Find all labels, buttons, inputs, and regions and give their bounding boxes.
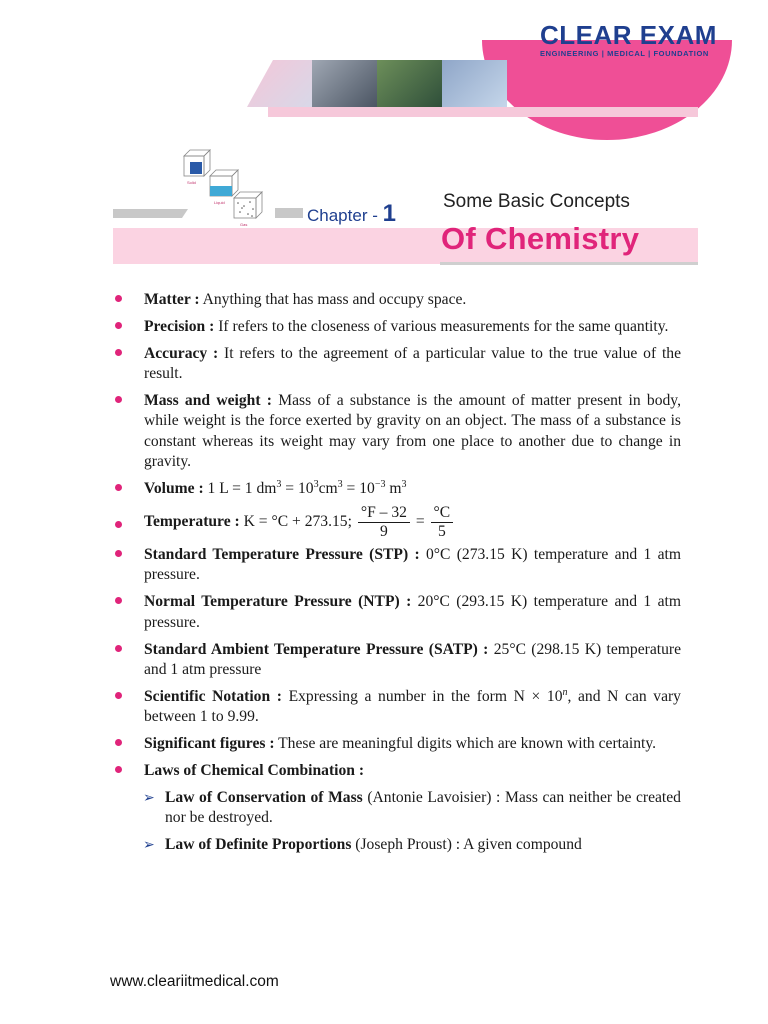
item-term: Temperature :	[144, 513, 240, 531]
gas-label: Gas	[240, 222, 248, 227]
item-text: K = °C + 273.15;	[239, 513, 352, 531]
bullet-icon	[115, 766, 122, 773]
list-item	[113, 391, 681, 473]
item-term: Law of Definite Proportions	[165, 836, 352, 854]
volume-text: cm	[318, 480, 338, 498]
sub-list-item	[113, 835, 681, 856]
header-photo-strip	[247, 60, 507, 107]
item-text: These are meaningful digits which are known with certainty.	[274, 735, 657, 753]
clear-exam-logo	[540, 22, 736, 58]
list-item-scientific-notation	[113, 687, 681, 728]
item-text: Anything that has mass and occupy space.	[199, 291, 467, 308]
bullet-icon	[115, 521, 122, 528]
equals-sign: =	[415, 513, 425, 531]
item-term: Matter :	[144, 291, 200, 308]
item-text: 25°C (298.15 K) temperature and 1 atm pressure	[144, 640, 681, 679]
fraction-numerator: °F – 32	[358, 504, 410, 523]
lab-image	[442, 60, 507, 107]
bullet-icon	[115, 484, 122, 491]
list-item	[113, 640, 681, 681]
logo-subtitle: ENGINEERING | MEDICAL | FOUNDATION	[540, 49, 709, 58]
item-term: Laws of Chemical Combination :	[144, 761, 365, 779]
chapter-band-shadow	[440, 262, 698, 265]
item-text: It refers to the agreement of a particular value to the true value of the result.	[144, 344, 681, 383]
bullet-icon	[115, 396, 122, 403]
list-item	[113, 290, 681, 311]
fraction-denominator: 9	[379, 522, 388, 540]
bullet-icon	[115, 692, 122, 699]
grey-strip-right	[275, 208, 303, 218]
bullet-icon	[115, 349, 122, 356]
solid-label: Solid	[187, 180, 196, 185]
sub-list-item	[113, 788, 681, 829]
item-text: , and N can vary between 1 to 9.99.	[144, 687, 681, 726]
bullet-icon	[115, 295, 122, 302]
volume-text: 1 L = 1 dm	[203, 480, 277, 498]
item-term: Mass and weight :	[144, 391, 272, 409]
item-term: Significant figures :	[144, 735, 275, 753]
nature-image	[377, 60, 442, 107]
list-item-temperature	[113, 504, 681, 541]
exponent: 3	[401, 479, 407, 490]
notes-content	[113, 290, 681, 862]
item-term: Standard Ambient Temperature Pressure (SATP) :	[144, 640, 489, 658]
chapter-number: 1	[382, 200, 396, 227]
item-term: Precision :	[144, 317, 215, 335]
list-item	[113, 344, 681, 385]
list-item	[113, 545, 681, 586]
bullet-icon	[115, 597, 122, 604]
footer-website: www.cleariitmedical.com	[110, 973, 279, 990]
list-item	[113, 592, 681, 633]
item-text: If refers to the closeness of various measurements for the same quantity.	[214, 317, 669, 335]
grey-strip-left	[113, 209, 188, 218]
volume-text: = 10	[281, 480, 314, 498]
fraction-denominator: 5	[437, 522, 446, 540]
item-text: Mass of a substance is the amount of matter present in body, while weight is the force exerted by gravity on an object. The mass of a substance is constant whereas its weight may vary from one place to another due to change in gravity.	[144, 391, 681, 471]
fraction-celsius	[431, 504, 454, 541]
bullet-icon	[115, 739, 122, 746]
item-text: Expressing a number in the form N × 10	[281, 687, 563, 705]
exponent: 3	[313, 479, 319, 490]
item-term: Normal Temperature Pressure (NTP) :	[144, 593, 412, 611]
list-item-laws	[113, 761, 681, 782]
exponent: −3	[374, 479, 386, 490]
item-text: 0°C (273.15 K) temperature and 1 atm pressure.	[144, 545, 682, 584]
item-term: Volume :	[144, 480, 204, 498]
item-term: Law of Conservation of Mass	[165, 788, 363, 806]
volume-text: m	[385, 480, 402, 498]
chapter-text: Chapter -	[307, 206, 383, 225]
list-item	[113, 734, 681, 755]
exponent: 3	[337, 479, 343, 490]
chapter-title-line1: Some Basic Concepts	[443, 191, 630, 212]
list-item-volume	[113, 479, 681, 500]
exponent: n	[562, 686, 568, 698]
bullet-icon	[115, 322, 122, 329]
item-text: 20°C (293.15 K) temperature and 1 atm pressure.	[144, 593, 681, 631]
fraction-fahrenheit	[358, 504, 410, 541]
item-term: Accuracy :	[144, 344, 219, 362]
header-band	[268, 107, 698, 117]
liquid-label: Liquid	[214, 200, 225, 205]
microscope-image	[312, 60, 377, 107]
logo-title: CLEAR EXAM	[540, 20, 717, 50]
item-term: Scientific Notation :	[144, 687, 282, 705]
bullet-icon	[115, 645, 122, 652]
dna-image	[247, 60, 312, 107]
volume-text: = 10	[342, 480, 375, 498]
fraction-numerator: °C	[431, 504, 454, 523]
arrow-bullet-icon: ➢	[143, 789, 155, 806]
list-item	[113, 317, 681, 338]
exponent: 3	[276, 479, 282, 490]
chapter-label	[307, 200, 396, 228]
bullet-icon	[115, 550, 122, 557]
arrow-bullet-icon: ➢	[143, 837, 155, 854]
states-of-matter-cubes-icon	[178, 148, 268, 230]
item-term: Standard Temperature Pressure (STP) :	[144, 545, 420, 563]
chapter-title-line2: Of Chemistry	[441, 221, 640, 256]
item-text: (Antonie Lavoisier) : Mass can neither be created nor be destroyed.	[165, 788, 681, 827]
item-text: (Joseph Proust) : A given compound	[351, 836, 582, 854]
